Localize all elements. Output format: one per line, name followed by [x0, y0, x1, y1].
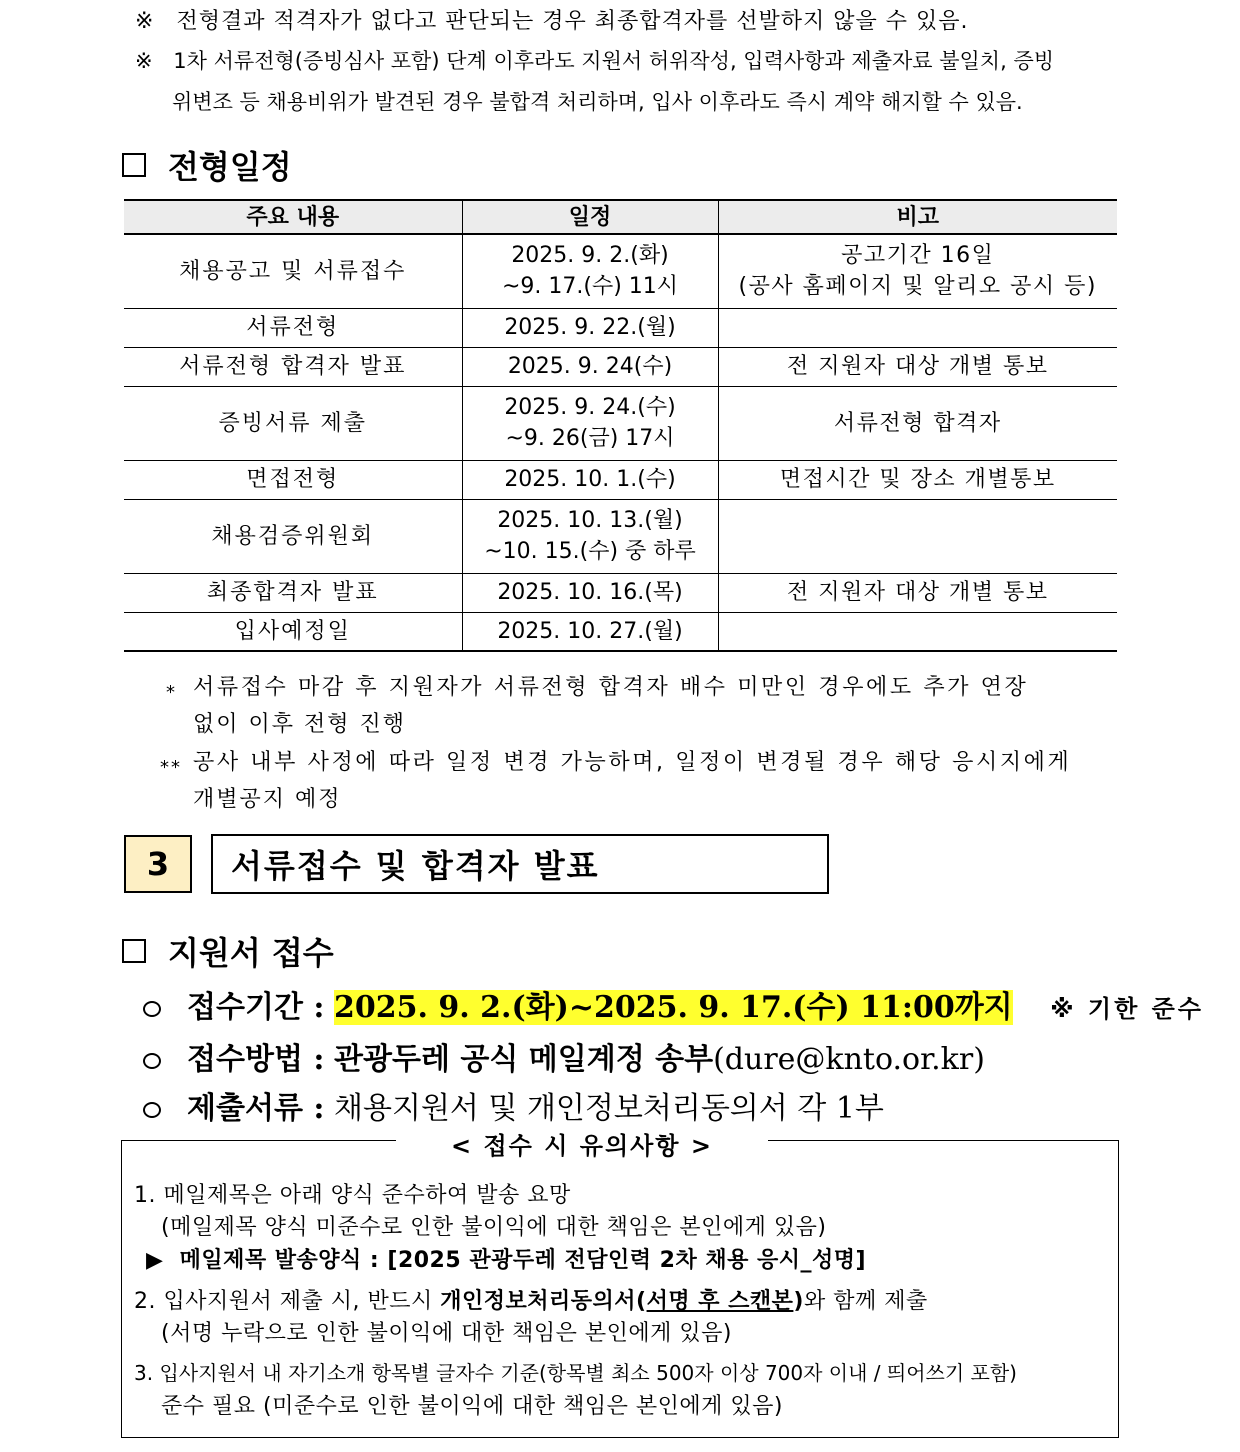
- notice-2-underline: 서명 후 스캔본: [646, 1289, 794, 1314]
- period-note: ※ 기한 준수: [1050, 995, 1204, 1023]
- cell-note: [718, 460, 1117, 499]
- notice-1-line1: 1. 메일제목은 아래 양식 준수하여 발송 요망: [134, 1183, 571, 1208]
- cell-date: [462, 386, 718, 460]
- cell-note-line: 전 지원자 대상 개별 통보: [787, 354, 1049, 379]
- note-text: 1차 서류전형(증빙심사 포함) 단계 이후라도 지원서 허위작성, 입력사항과 제출자료 불일치, 증빙: [173, 49, 1055, 73]
- method-label: 접수방법 :: [187, 1042, 325, 1077]
- table-row: [124, 460, 1117, 499]
- footnote-2-line1: 공사 내부 사정에 따라 일정 변경 가능하며, 일정이 변경될 경우 해당 응시지에게: [193, 750, 1072, 775]
- top-note-2-cont: 위변조 등 채용비위가 발견된 경우 불합격 처리하며, 입사 이후라도 즉시 계약 해지할 수 있음.: [172, 90, 1023, 114]
- circle-bullet-icon: [143, 1102, 161, 1118]
- notice-1-format-text: 메일제목 발송양식 : [2025 관광두레 전담인력 2차 채용 응시_성명]: [179, 1248, 867, 1273]
- period-label: 접수기간 :: [187, 990, 325, 1025]
- footnote-1-line2: 없이 이후 전형 진행: [193, 712, 406, 737]
- header-item: 주요 내용: [124, 200, 462, 234]
- section-3-title: 서류접수 및 합격자 발표: [211, 834, 829, 894]
- notice-3-line1: 3. 입사지원서 내 자기소개 항목별 글자수 기준(항목별 최소 500자 이상 700자 이내 / 띄어쓰기 포함): [134, 1361, 1017, 1385]
- cell-note: [718, 612, 1117, 651]
- table-row: [124, 308, 1117, 347]
- table-row: [124, 347, 1117, 386]
- cell-date: [462, 234, 718, 308]
- top-note-1: [135, 4, 968, 35]
- cell-date-line: 2025. 10. 13.(월): [497, 508, 683, 533]
- header-note: 비고: [718, 200, 1117, 234]
- docs-label: 제출서류 :: [187, 1091, 325, 1126]
- cell-item: 증빙서류 제출: [124, 386, 462, 460]
- note-mark: ※: [135, 49, 153, 73]
- notice-2-line1: [134, 1284, 928, 1315]
- notice-3-line2: 준수 필요 (미준수로 인한 불이익에 대한 책임은 본인에게 있음): [161, 1394, 783, 1419]
- cell-date-line: 2025. 10. 16.(목): [497, 580, 683, 605]
- notice-2-pre: 2. 입사지원서 제출 시, 반드시: [134, 1289, 441, 1314]
- footnote-2-line2: 개별공지 예정: [193, 787, 342, 812]
- notice-title: < 접수 시 유의사항 >: [396, 1127, 768, 1165]
- table-row: [124, 499, 1117, 573]
- cell-note: [718, 499, 1117, 573]
- cell-item: 최종합격자 발표: [124, 573, 462, 612]
- cell-note: [718, 347, 1117, 386]
- cell-item: 채용공고 및 서류접수: [124, 234, 462, 308]
- period-value: 2025. 9. 2.(화)~2025. 9. 17.(수) 11:00까지: [334, 990, 1013, 1025]
- cell-date: [462, 499, 718, 573]
- schedule-table: [124, 199, 1117, 652]
- application-title-text: 지원서 접수: [168, 934, 334, 972]
- schedule-section-title: [122, 142, 292, 188]
- footnote-mark: **: [160, 757, 182, 778]
- cell-date-line: ~10. 15.(수) 중 하루: [484, 539, 696, 564]
- cell-note: [718, 386, 1117, 460]
- docs-value: 채용지원서 및 개인정보처리동의서 각 1부: [334, 1091, 884, 1126]
- footnote-mark: *: [166, 682, 177, 703]
- cell-date-line: ~9. 26(금) 17시: [505, 426, 675, 451]
- cell-item: 채용검증위원회: [124, 499, 462, 573]
- cell-date: [462, 308, 718, 347]
- footnote-1-line1: 서류접수 마감 후 지원자가 서류전형 합격자 배수 미만인 경우에도 추가 연장: [193, 675, 1029, 700]
- cell-date-line: 2025. 9. 22.(월): [504, 315, 676, 340]
- triangle-right-icon: ▶: [146, 1248, 164, 1273]
- cell-note-line: 서류전형 합격자: [833, 410, 1002, 436]
- cell-date-line: 2025. 9. 24.(수): [504, 395, 676, 420]
- cell-date-line: 2025. 10. 1.(수): [504, 467, 676, 492]
- table-row: [124, 234, 1117, 308]
- checkbox-square-icon: [122, 153, 146, 177]
- cell-item: 서류전형: [124, 308, 462, 347]
- circle-bullet-icon: [143, 1053, 161, 1069]
- cell-date-line: 2025. 10. 27.(월): [497, 618, 683, 644]
- method-value: 관광두레 공식 메일계정 송부: [334, 1042, 714, 1077]
- notice-1-line2: (메일제목 양식 미준수로 인한 불이익에 대한 책임은 본인에게 있음): [161, 1215, 827, 1240]
- application-period: [143, 982, 1204, 1026]
- cell-date: [462, 612, 718, 651]
- notice-2-post: 와 함께 제출: [803, 1289, 928, 1314]
- top-note-2: [135, 45, 1054, 75]
- application-method: [143, 1034, 985, 1078]
- cell-note-line: 전 지원자 대상 개별 통보: [787, 580, 1049, 605]
- cell-note-line: 공고기간 16일: [841, 243, 995, 269]
- cell-note-line: (공사 홈페이지 및 알리오 공시 등): [738, 274, 1097, 300]
- schedule-title-text: 전형일정: [168, 148, 292, 186]
- cell-note: [718, 234, 1117, 308]
- cell-date: [462, 347, 718, 386]
- application-section-title: [122, 928, 334, 974]
- schedule-footnotes: [0, 669, 1240, 819]
- cell-item: 입사예정일: [124, 612, 462, 651]
- cell-note: [718, 573, 1117, 612]
- notice-2-line2: (서명 누락으로 인한 불이익에 대한 책임은 본인에게 있음): [161, 1321, 732, 1346]
- method-email-link[interactable]: (dure@knto.or.kr): [713, 1042, 985, 1077]
- circle-bullet-icon: [143, 1001, 161, 1017]
- table-row: [124, 573, 1117, 612]
- cell-date-line: 2025. 9. 24(수): [507, 354, 673, 379]
- cell-note: [718, 308, 1117, 347]
- cell-note-line: 면접시간 및 장소 개별통보: [779, 467, 1056, 492]
- notice-2-bold: 개인정보처리동의서(: [440, 1289, 647, 1314]
- cell-item: 서류전형 합격자 발표: [124, 347, 462, 386]
- cell-date: [462, 460, 718, 499]
- table-row: [124, 612, 1117, 651]
- cell-date-line: ~9. 17.(수) 11시: [501, 274, 679, 300]
- table-header-row: [124, 200, 1117, 234]
- notice-1-format: [146, 1243, 866, 1274]
- checkbox-square-icon: [122, 939, 146, 963]
- cell-date-line: 2025. 9. 2.(화): [511, 243, 669, 269]
- header-date: 일정: [462, 200, 718, 234]
- note-mark: ※: [135, 9, 155, 34]
- section-number-badge: 3: [124, 835, 192, 893]
- cell-item: 면접전형: [124, 460, 462, 499]
- notice-2-bold-close: ): [793, 1289, 804, 1314]
- table-row: [124, 386, 1117, 460]
- note-text: 전형결과 적격자가 없다고 판단되는 경우 최종합격자를 선발하지 않을 수 있음.: [176, 9, 969, 34]
- cell-date: [462, 573, 718, 612]
- application-docs: [143, 1083, 884, 1127]
